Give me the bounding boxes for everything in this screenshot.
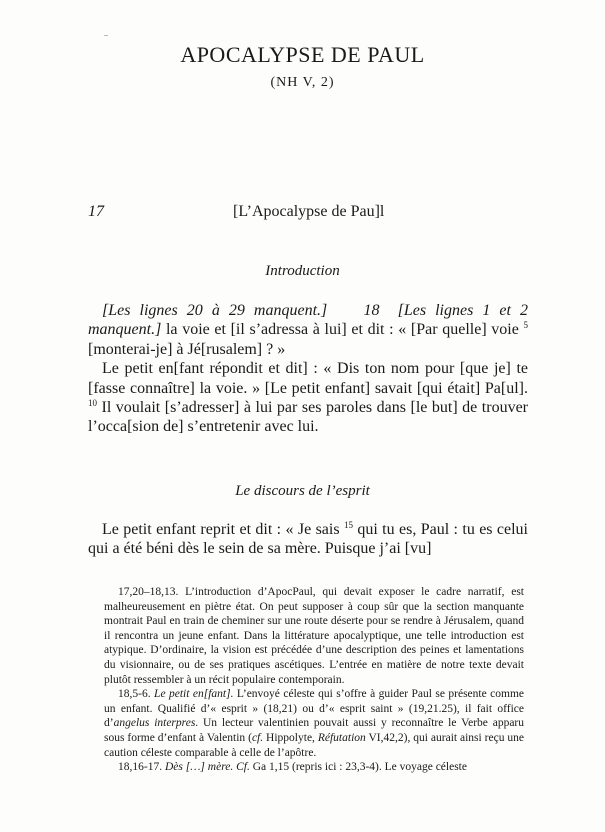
- paragraph-text: Le petit enfant reprit et dit : « Je sais: [102, 521, 340, 538]
- footnote-lemma: Le petit en[fant].: [154, 688, 234, 701]
- page-title: APOCALYPSE DE PAUL: [180, 42, 425, 67]
- footnote-text: Hippolyte,: [263, 731, 318, 744]
- paragraph-text: Il voulait [s’adresser] à lui par ses paroles dans [le but] de trouver l’occa[sion de] s’entretenir avec lui.: [88, 399, 528, 436]
- footnote-ref: 18,16-17.: [118, 761, 163, 774]
- footnotes: [104, 585, 524, 775]
- paragraph: [88, 520, 528, 559]
- footnote-text: L’envoyé céleste qui s’offre à guider Paul se présente comme un enfant. Qualifié d’« esprit » (18,21) ou d’« esprit saint » (19,21.25), il fait office d’: [104, 688, 525, 730]
- running-heading: [L’Apocalypse de Pau]l: [233, 203, 385, 220]
- page-marker: 18: [363, 302, 380, 319]
- footnote-text: 17,20–18,13. L’introduction d’ApocPaul, qui devait exposer le cadre narratif, est malheureusement en piètre état. On peut supposer à coup sûr que la section manquante montrait Paul en train de cheminer sur une route déserte pour se rendre à Jérusalem, quand il rencontra un jeune enfant. Dans la littérature apocalyptique, une telle introduction est atypique. D’ordinaire, la vision est précédée d’une description des peines et lamentations du visionnaire, ou de ses pratiques ascétiques. L’entrée en matière de notre texte devait plutôt ressembler à un récit populaire contemporain.: [104, 586, 524, 686]
- paragraph-text: qui tu es, Paul : tu es celui qui a été béni dès le sein de sa mère. Puisque j’ai [vu]: [88, 521, 529, 558]
- footnote: [104, 760, 524, 775]
- running-header: [88, 203, 528, 225]
- footnote: [104, 585, 524, 687]
- footnote-cf: cf.: [251, 731, 264, 744]
- line-number: 15: [343, 520, 353, 530]
- paragraph: [88, 359, 528, 437]
- footnote-text: Ga 1,15 (repris ici : 23,3-4). Le voyage céleste: [249, 761, 467, 774]
- footnote-cf: Cf.: [236, 761, 250, 774]
- paragraph-text: Le petit en[fant répondit et dit] : « Dis ton nom pour [que je] te [fasse connaître] la voie. » [Le petit enfant] savait [qui était] Pa[ul].: [88, 360, 528, 397]
- footnote-text: VI,42,2), qui aurait ainsi reçu une caution céleste comparable à celle de l’apôtre.: [104, 731, 524, 759]
- paragraph-text: [monterai-je] à Jé[rusalem] ? »: [88, 340, 286, 358]
- page-subtitle: (NH V, 2): [270, 75, 335, 90]
- section-title-discours: Le discours de l’esprit: [235, 483, 370, 499]
- section-title-introduction: Introduction: [265, 263, 340, 279]
- footnote: [104, 687, 524, 760]
- line-number: 10: [88, 398, 97, 409]
- lacuna-note: [Les lignes 20 à 29 manquent.]: [102, 302, 328, 319]
- footnote-work-title: Réfutation: [317, 731, 366, 744]
- introduction-body: [88, 301, 528, 437]
- footnote-lemma: Dès […] mère.: [164, 761, 234, 774]
- lacuna-note: [Les lignes 1 et 2 manquent.]: [88, 302, 529, 339]
- footnote-term: angelus interpres: [113, 717, 196, 730]
- scan-mark: [104, 35, 108, 36]
- discours-body: [88, 520, 528, 559]
- paragraph-text: la voie et [il s’adressa à lui] et dit : « [Par quelle] voie: [165, 321, 519, 339]
- footnote-ref: 18,5-6.: [118, 688, 151, 701]
- page-number: 17: [88, 203, 104, 220]
- paragraph: [88, 301, 528, 359]
- footnote-text: . Un lecteur valentinien pouvait aussi y reconnaître le Verbe apparu sous forme d’enfant à Valentin (: [104, 717, 524, 744]
- line-number: 5: [523, 320, 528, 331]
